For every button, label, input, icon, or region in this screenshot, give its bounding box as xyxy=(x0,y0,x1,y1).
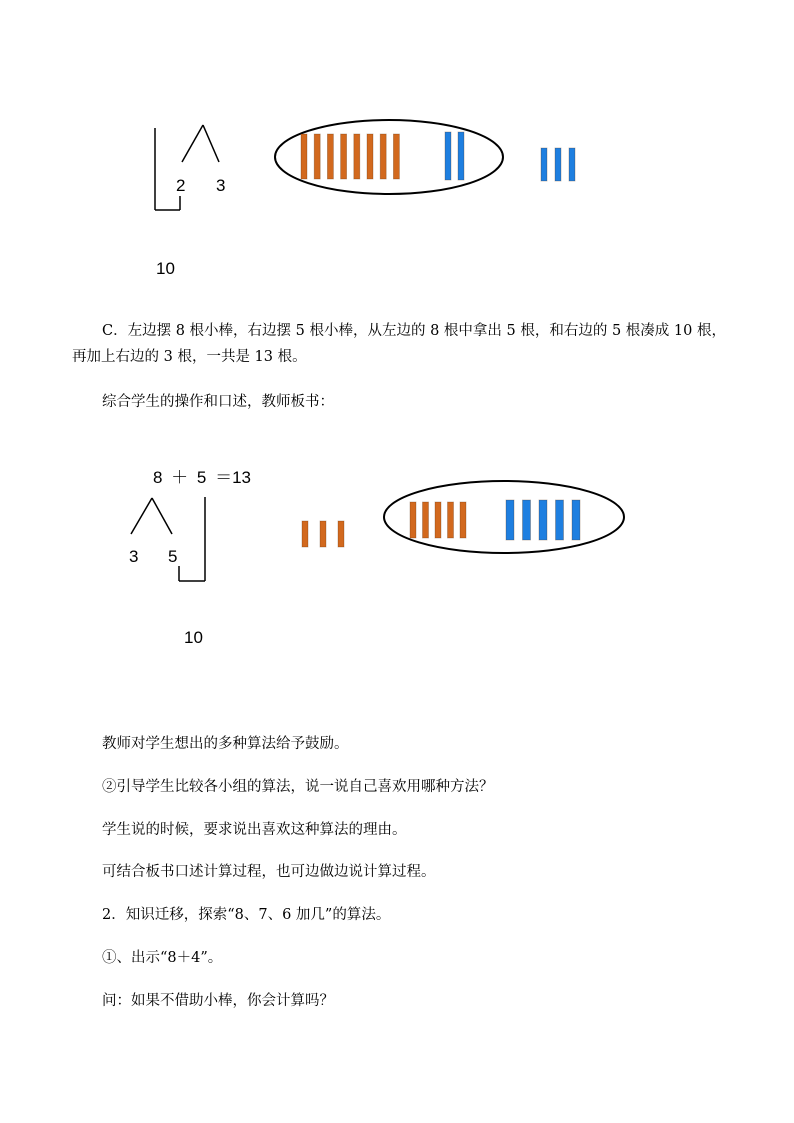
line-reason: 学生说的时候，要求说出喜欢这种算法的理由。 xyxy=(102,822,407,838)
blue-stick xyxy=(506,500,514,540)
orange-stick xyxy=(435,502,441,538)
blue-stick xyxy=(539,500,547,540)
equation: 8 ＋ 5 ＝13 xyxy=(153,468,251,487)
line-encourage: 教师对学生想出的多种算法给予鼓励。 xyxy=(102,736,349,752)
split-left-number-1: 2 xyxy=(176,176,186,195)
line-show: ①、出示“8＋4”。 xyxy=(102,950,223,966)
split-line-left xyxy=(131,498,152,534)
line-process: 可结合板书口述计算过程，也可边做边说计算过程。 xyxy=(102,864,436,880)
circled-sticks-2 xyxy=(410,500,580,540)
bracket-total-1: 10 xyxy=(156,259,175,278)
split-left-number-2: 3 xyxy=(129,547,139,566)
decomposition-lines-2 xyxy=(131,497,205,581)
loose-orange-sticks-2 xyxy=(302,521,344,547)
summary-line: 综合学生的操作和口述，教师板书： xyxy=(102,394,334,410)
orange-stick xyxy=(320,521,326,547)
blue-stick xyxy=(523,500,531,540)
line-question: 问：如果不借助小棒，你会计算吗？ xyxy=(102,993,334,1009)
orange-stick xyxy=(338,521,344,547)
split-right-number-1: 3 xyxy=(216,176,226,195)
orange-stick xyxy=(460,502,466,538)
bracket-total-2: 10 xyxy=(184,628,203,647)
orange-stick xyxy=(410,502,416,538)
split-line-right xyxy=(152,498,172,534)
split-right-number-2: 5 xyxy=(168,547,178,566)
blue-stick xyxy=(572,500,580,540)
orange-stick xyxy=(448,502,454,538)
line-compare: ②引导学生比较各小组的算法，说一说自己喜欢用哪种方法？ xyxy=(102,779,494,795)
line-transfer: 2．知识迁移，探索“8、7、6 加几”的算法。 xyxy=(102,907,391,923)
orange-stick xyxy=(302,521,308,547)
orange-stick xyxy=(423,502,429,538)
blue-stick xyxy=(556,500,564,540)
grouping-oval-2 xyxy=(384,481,624,553)
paragraph-c: C．左边摆 8 根小棒，右边摆 5 根小棒，从左边的 8 根中拿出 5 根，和右边的 5 根凑成 10 根，再加上右边的 3 根，一共是 13 根。 xyxy=(72,323,726,365)
